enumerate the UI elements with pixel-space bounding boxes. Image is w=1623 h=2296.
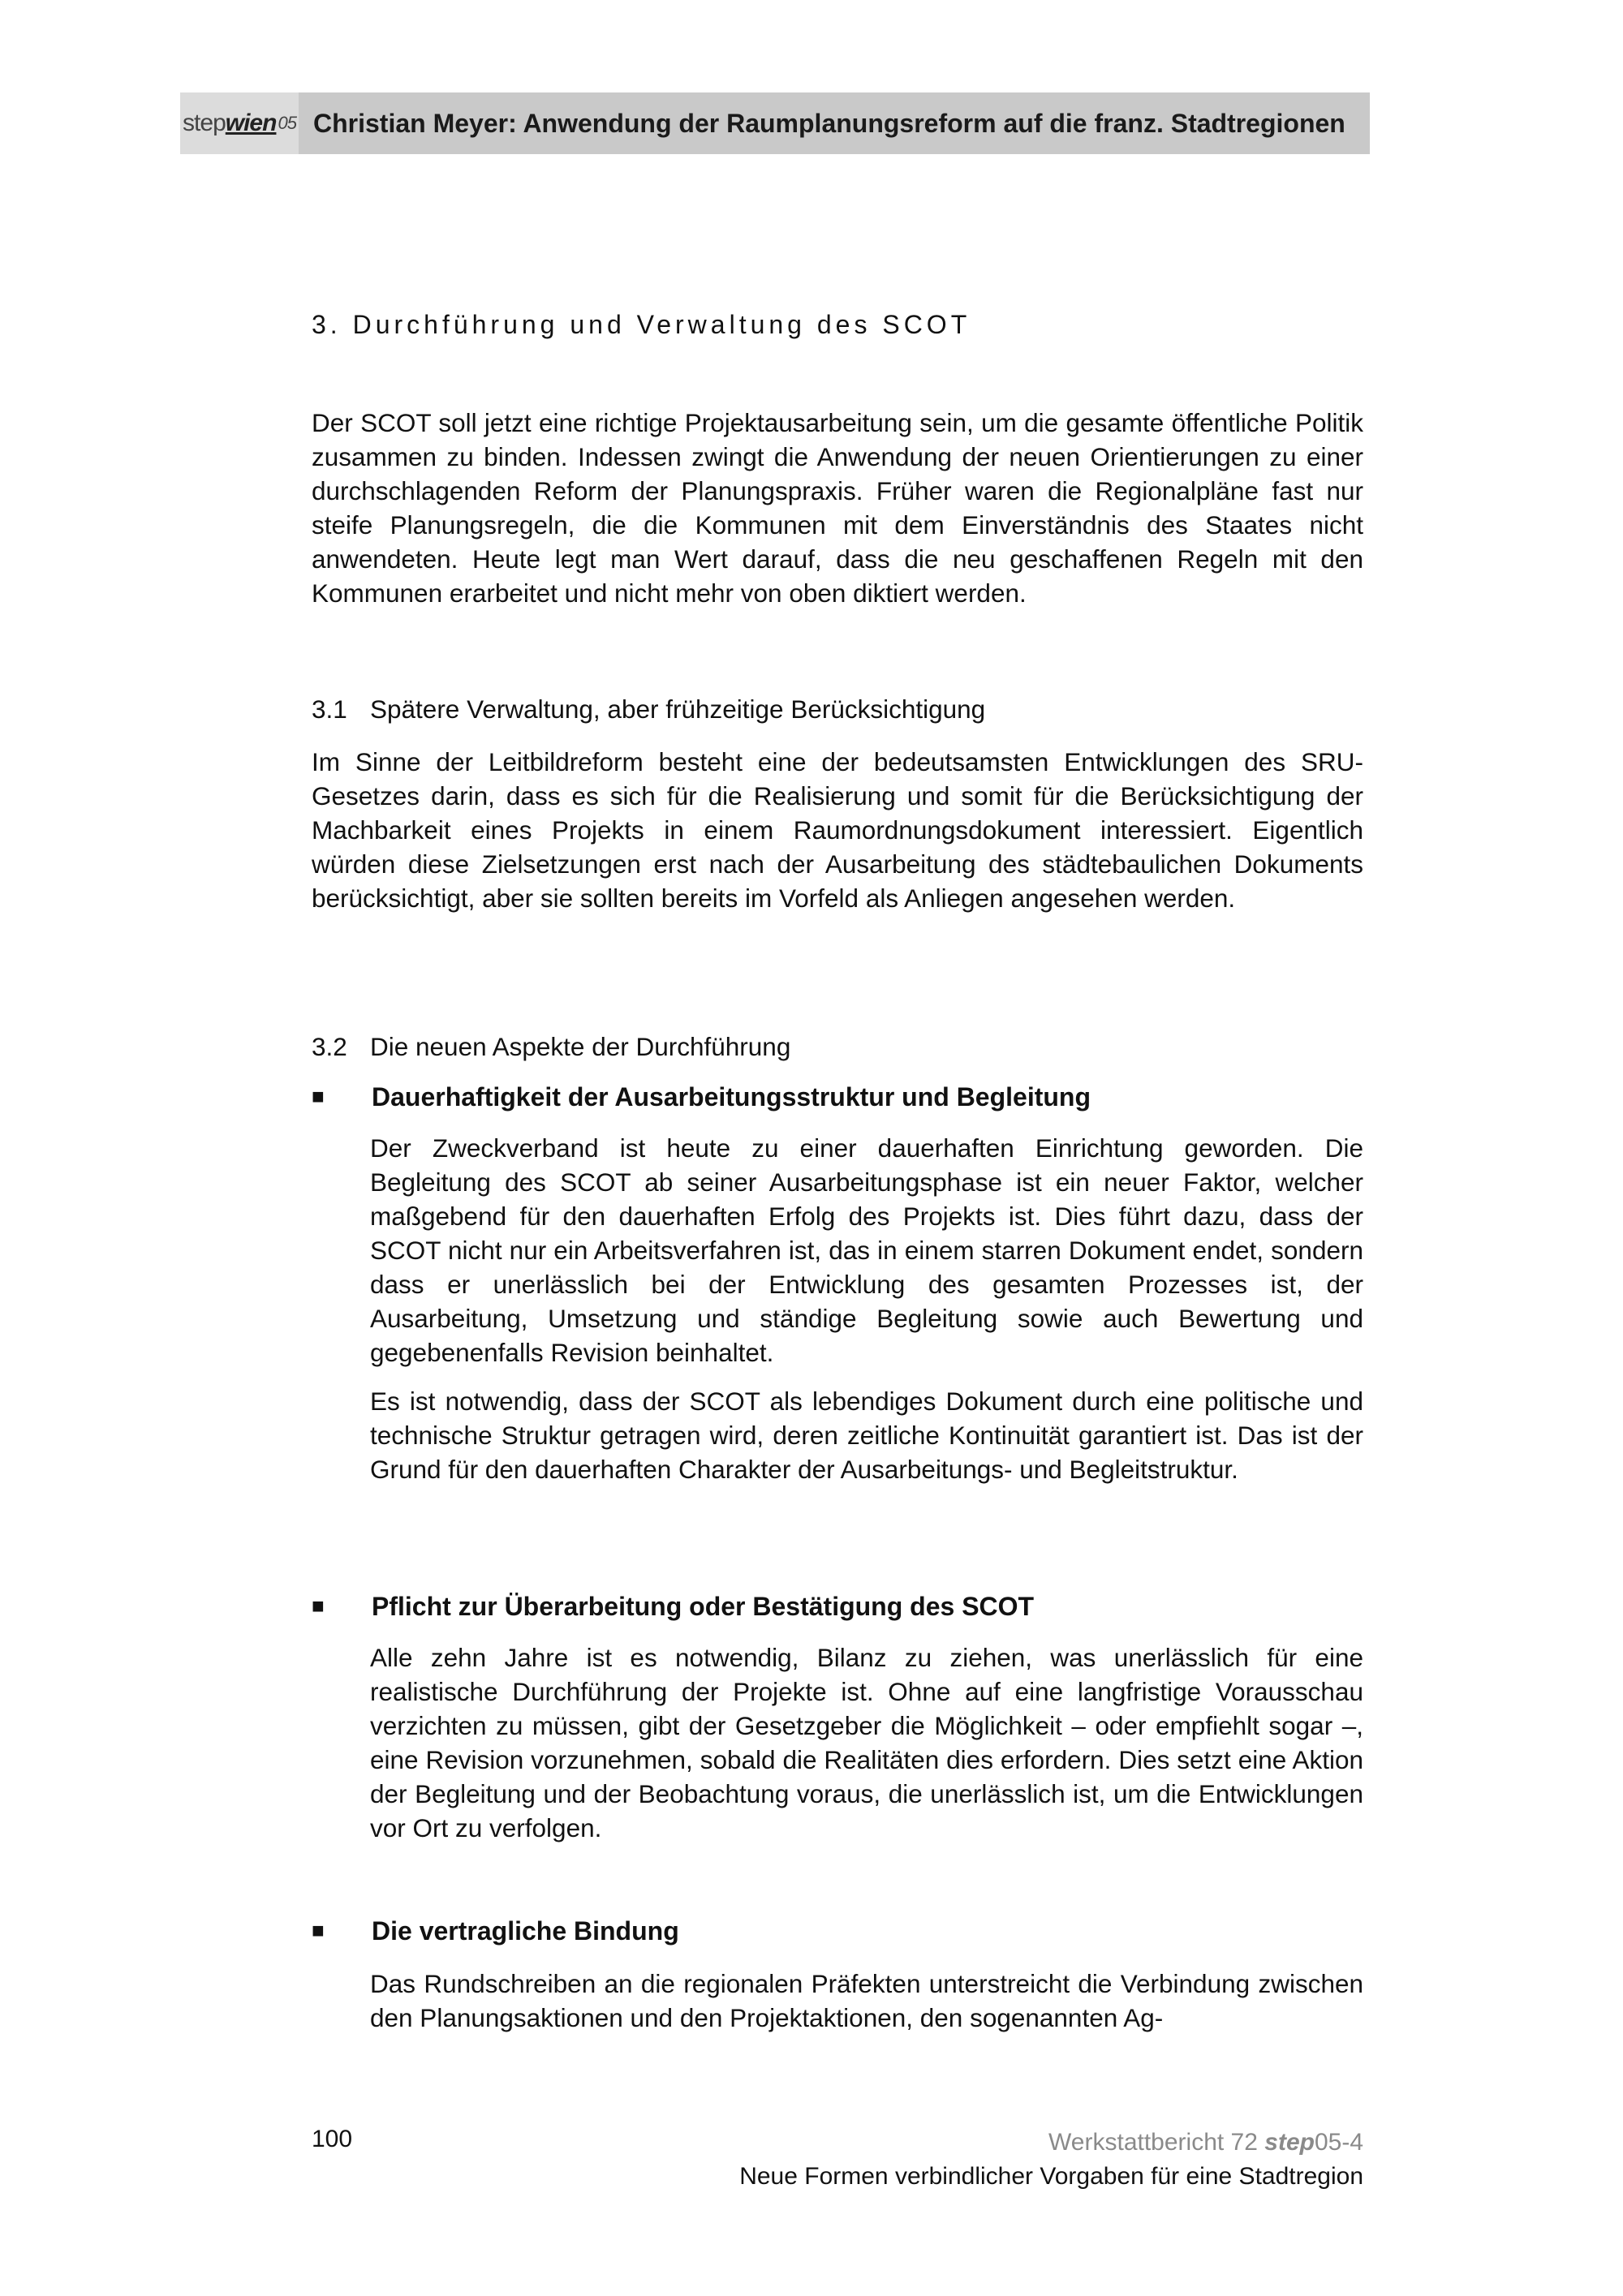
footer-series xyxy=(739,2126,1363,2194)
subsection-title: Die neuen Aspekte der Durchführung xyxy=(370,1032,791,1061)
bullet-square-icon: ■ xyxy=(312,1918,325,1942)
bullet-3-paragraph-1: Das Rundschreiben an die regionalen Präfekten unterstreicht die Verbindung zwischen den Planungsaktionen und den Projektaktionen, den sogenannten Ag- xyxy=(370,1969,1363,2032)
bullet-square-icon: ■ xyxy=(312,1593,325,1618)
bullet-title: Dauerhaftigkeit der Ausarbeitungsstruktur und Begleitung xyxy=(372,1082,1091,1111)
logo-bold-text: wien xyxy=(225,110,277,136)
page-number: 100 xyxy=(312,2126,353,2152)
bullet-3-body xyxy=(370,1967,1363,2035)
footer-series-suffix: 05-4 xyxy=(1314,2129,1363,2156)
intro-paragraph: Der SCOT soll jetzt eine richtige Projektausarbeitung sein, um die gesamte öffentliche Politik zusammen zu binden. Indessen zwingt die Anwendung der neuen Orientierungen zu einer durchschlagenden Reform der Planungspraxis. Früher waren die Regionalpläne fast nur steife Planungsregeln, die die Kommunen mit dem Einverständnis des Staates nicht anwendeten. Heute legt man Wert darauf, dass die neu geschaffenen Regeln mit den Kommunen erarbeitet und nicht mehr von oben diktiert werden. xyxy=(312,408,1363,608)
footer-subtitle: Neue Formen verbindlicher Vorgaben für eine Stadtregion xyxy=(739,2163,1363,2190)
subsection-number: 3.2 xyxy=(312,1032,347,1061)
logo-text: step xyxy=(183,110,226,136)
footer-series-line xyxy=(739,2126,1363,2160)
bullet-1-paragraph-1: Der Zweckverband ist heute zu einer dauerhaften Einrichtung geworden. Die Begleitung des SCOT ab seiner Ausarbeitungsphase ist ein neuer Faktor, welcher maßgebend für den dauerhaften Erfolg des Projekts ist. Dies führt dazu, dass der SCOT nicht nur ein Arbeitsverfahren ist, das in einem starren Dokument endet, sondern dass er unerlässlich bei der Entwicklung des gesamten Prozesses ist, der Ausarbeitung, Umsetzung und ständige Begleitung sowie auch Bewertung und gegebenenfalls Revision beinhaltet. xyxy=(370,1133,1363,1367)
bullet-1-body xyxy=(370,1131,1363,1486)
bullet-1-paragraph-2: Es ist notwendig, dass der SCOT als lebendiges Dokument durch eine politische und technische Struktur getragen wird, deren zeitliche Kontinuität garantiert ist. Das ist der Grund für den dauerhaften Charakter der Ausarbeitungs- und Begleitstruktur. xyxy=(370,1387,1363,1484)
section-heading: 3. Durchführung und Verwaltung des SCOT xyxy=(312,310,971,339)
bullet-2-paragraph-1: Alle zehn Jahre ist es notwendig, Bilanz zu ziehen, was unerlässlich für eine realistische Durchführung der Projekte ist. Ohne auf eine langfristige Vorausschau verzichten zu müssen, gibt der Gesetzgeber die Möglichkeit – oder empfiehlt sogar –, eine Revision vorzunehmen, sobald die Realitäten dies erfordern. Dies setzt eine Aktion der Begleitung und der Beobachtung voraus, die unerlässlich ist, um die Entwicklungen vor Ort zu verfolgen. xyxy=(370,1643,1363,1842)
intro-paragraph-block xyxy=(312,406,1363,610)
footer-series-bold: step xyxy=(1264,2129,1315,2156)
bullet-heading-2 xyxy=(312,1592,1034,1622)
bullet-title: Pflicht zur Überarbeitung oder Bestätigung des SCOT xyxy=(372,1592,1035,1621)
bullet-title: Die vertragliche Bindung xyxy=(372,1916,679,1946)
subsection-3-1-body xyxy=(312,745,1363,915)
bullet-square-icon: ■ xyxy=(312,1084,325,1108)
subsection-number: 3.1 xyxy=(312,694,347,724)
header-title: Christian Meyer: Anwendung der Raumplanungsreform auf die franz. Stadtregionen xyxy=(313,109,1345,138)
bullet-heading-1 xyxy=(312,1082,1091,1112)
subsection-heading-3-2 xyxy=(312,1032,790,1062)
subsection-title: Spätere Verwaltung, aber frühzeitige Berücksichtigung xyxy=(370,694,986,724)
subsection-heading-3-1 xyxy=(312,694,985,724)
step-wien-logo xyxy=(180,92,299,154)
running-header xyxy=(180,92,1370,154)
subsection-3-1-paragraph: Im Sinne der Leitbildreform besteht eine der bedeutsamsten Entwicklungen des SRU-Gesetzes darin, dass es sich für die Realisierung und somit für die Berücksichtigung der Machbarkeit eines Projekts in einem Raumordnungsdokument interessiert. Eigentlich würden diese Zielsetzungen erst nach der Ausarbeitung des städtebaulichen Dokuments berücksichtigt, aber sie sollten bereits im Vorfeld als Anliegen angesehen werden. xyxy=(312,747,1363,913)
bullet-heading-3 xyxy=(312,1916,679,1946)
bullet-2-body xyxy=(370,1640,1363,1845)
footer-series-prefix: Werkstattbericht 72 xyxy=(1048,2129,1258,2156)
logo-number: 05 xyxy=(278,113,296,133)
